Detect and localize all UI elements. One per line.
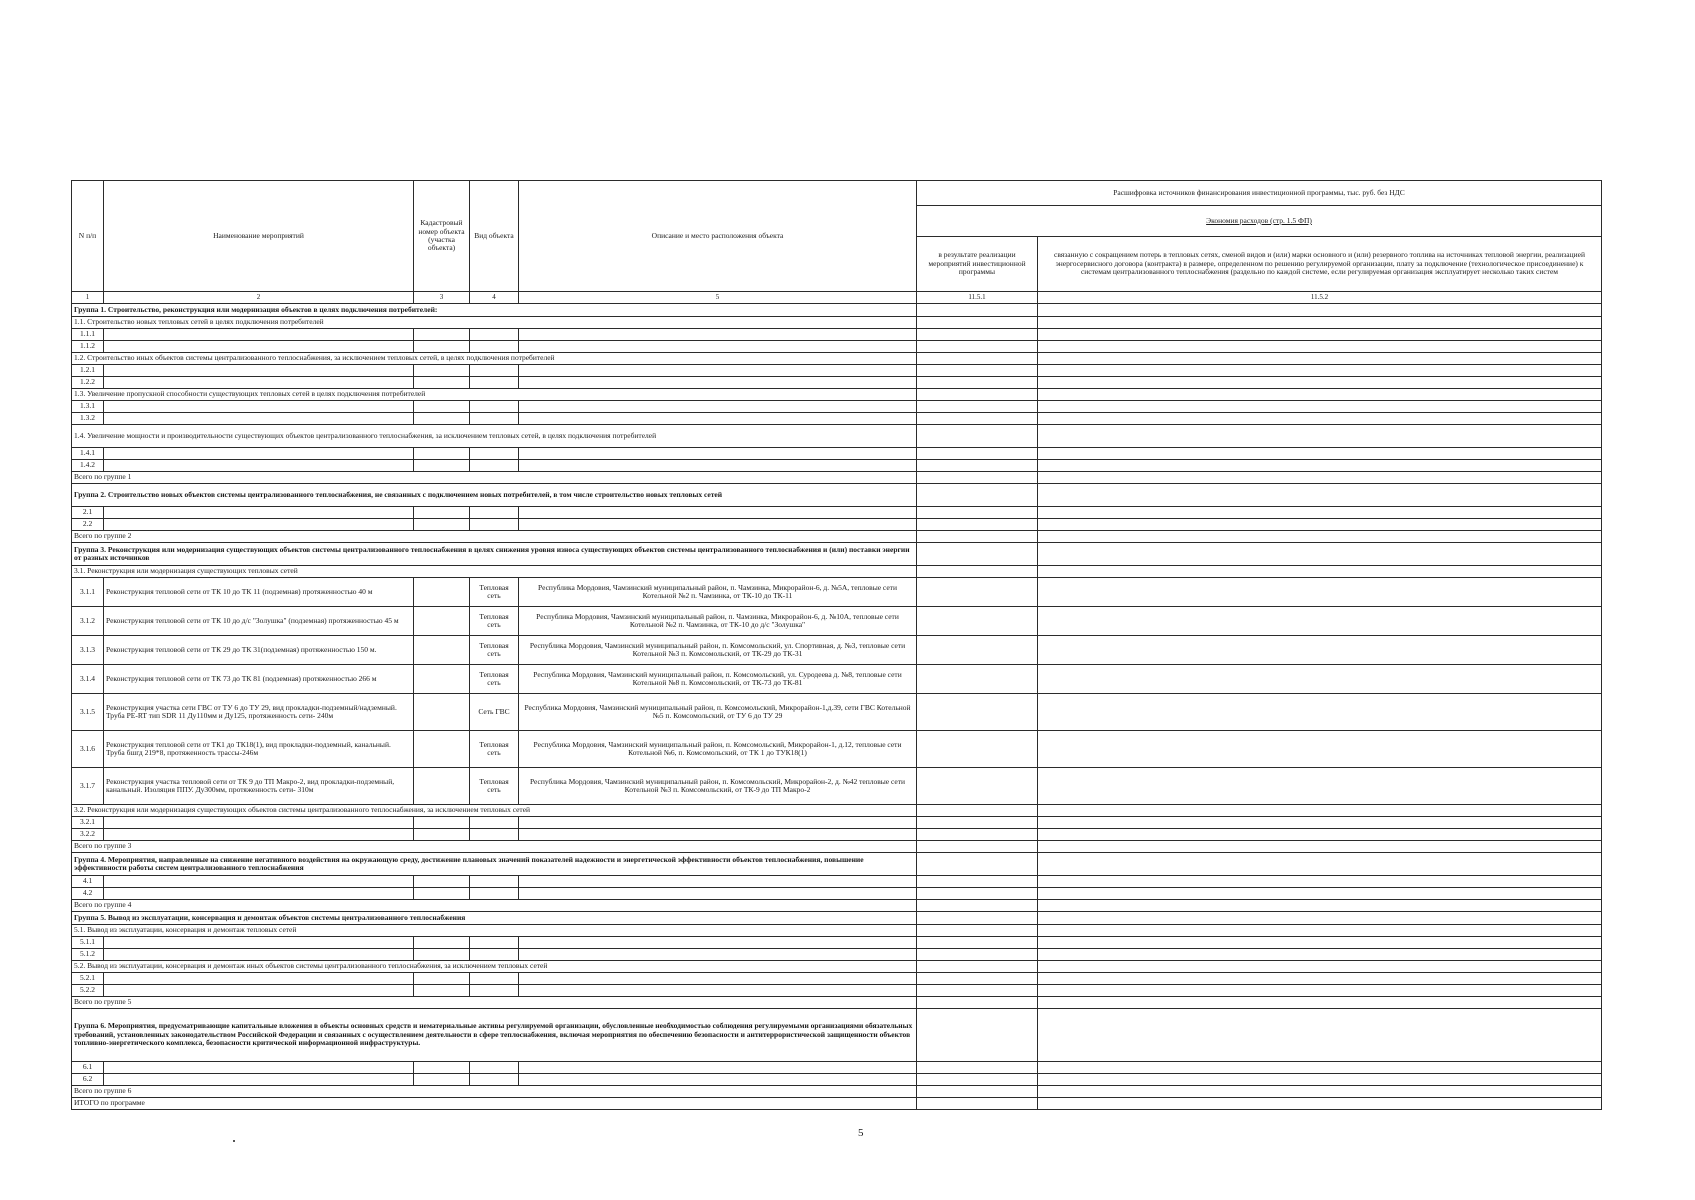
group-heading: Группа 6. Мероприятия, предусматривающие капитальные вложения в объекты основных средств и нематериальные активы регулируемой организации, обусловленные необходимостью соблюдения регулируемыми организациями обязательных требований, установленных законодательством Российской Федерации и связанных с осуществлением деятельности в сфере теплоснабжения, включая мероприятия по обеспечению безопасности и антитеррористической защищенности объектов топливно-энергетического комплекса, безопасности критической информационной инфраструктуры. (72, 1009, 917, 1062)
section-heading: 1.1. Строительство новых тепловых сетей в целях подключения потребителей (72, 317, 917, 329)
row-number: 5.1.2 (72, 949, 104, 961)
header-description: Описание и место расположения объекта (519, 181, 917, 292)
measure-name: Реконструкция участка тепловой сети от ТК 9 до ТП Макро-2, вид прокладки-подземный, канальный. Изоляция ППУ. Ду300мм, протяженность сети- 310м (104, 768, 414, 805)
row-number: 6.1 (72, 1062, 104, 1074)
row-number: 3.2.2 (72, 829, 104, 841)
cadastral-cell (414, 636, 470, 665)
row-number: 3.1.5 (72, 694, 104, 731)
header-financing: Расшифровка источников финансирования инвестиционной программы, тыс. руб. без НДС (917, 181, 1602, 206)
cadastral-cell (414, 768, 470, 805)
column-number: 5 (519, 292, 917, 304)
row-number: 3.1.7 (72, 768, 104, 805)
object-description: Республика Мордовия, Чамзинский муниципальный район, п. Комсомольский, Микрорайон-2, д. №42 тепловые сети Котельной №3 п. Комсомольский, от ТК-9 до ТП Макро-2 (519, 768, 917, 805)
row-number: 5.1.1 (72, 937, 104, 949)
row-number: 1.4.2 (72, 460, 104, 472)
header-savings: Экономия расходов (стр. 1.5 ФП) (917, 206, 1602, 237)
cadastral-cell (414, 731, 470, 768)
row-number: 5.2.2 (72, 985, 104, 997)
program-total-label: ИТОГО по программе (72, 1098, 917, 1110)
row-number: 3.1.2 (72, 607, 104, 636)
object-description: Республика Мордовия, Чамзинский муниципальный район, п. Чамзинка, Микрорайон-6, д. №5А, тепловые сети Котельной №2 п. Чамзинка, от ТК-10 до ТК-11 (519, 578, 917, 607)
section-heading: 1.2. Строительство иных объектов системы централизованного теплоснабжения, за исключением тепловых сетей, в целях подключения потребителей (72, 353, 917, 365)
cadastral-cell (414, 607, 470, 636)
row-number: 6.2 (72, 1074, 104, 1086)
object-kind: Тепловая сеть (470, 636, 519, 665)
row-number: 1.2.2 (72, 377, 104, 389)
measure-name: Реконструкция тепловой сети от ТК1 до ТК18(1), вид прокладки-подземный, канальный. Труба бшгд 219*8, протяженность трассы-246м (104, 731, 414, 768)
header-num: N п/п (72, 181, 104, 292)
group-heading: Группа 2. Строительство новых объектов системы централизованного теплоснабжения, не связанных с подключением новых потребителей, в том числе строительство новых тепловых сетей (72, 484, 917, 507)
measure-name: Реконструкция тепловой сети от ТК 10 до д/с "Золушка" (подземная) протяженностью 45 м (104, 607, 414, 636)
group-heading: Группа 3. Реконструкция или модернизация существующих объектов системы централизованного теплоснабжения в целях снижения уровня износа существующих объектов системы централизованного теплоснабжения и (или) поставки энергии от разных источников (72, 543, 917, 566)
group-total-label: Всего по группе 5 (72, 997, 917, 1009)
object-description: Республика Мордовия, Чамзинский муниципальный район, п. Комсомольский, ул. Суродеева д. №8, тепловые сети Котельной №8 п. Комсомольский, от ТК-73 до ТК-81 (519, 665, 917, 694)
measure-name: Реконструкция тепловой сети от ТК 10 до ТК 11 (подземная) протяженностью 40 м (104, 578, 414, 607)
column-number: 11.5.2 (1038, 292, 1602, 304)
row-number: 3.1.3 (72, 636, 104, 665)
group-total-label: Всего по группе 6 (72, 1086, 917, 1098)
object-kind: Тепловая сеть (470, 578, 519, 607)
investment-program-table (71, 180, 1602, 1110)
group-total-label: Всего по группе 1 (72, 472, 917, 484)
row-number: 1.1.2 (72, 341, 104, 353)
row-number: 1.3.2 (72, 413, 104, 425)
row-number: 4.1 (72, 876, 104, 888)
object-description: Республика Мордовия, Чамзинский муниципальный район, п. Комсомольский, ул. Спортивная, д. №3, тепловые сети Котельной №3 п. Комсомольский, от ТК-29 до ТК-31 (519, 636, 917, 665)
group-total-label: Всего по группе 3 (72, 841, 917, 853)
column-number: 2 (104, 292, 414, 304)
row-number: 2.1 (72, 507, 104, 519)
object-description: Республика Мордовия, Чамзинский муниципальный район, п. Комсомольский, Микрорайон-1, д.12, тепловые сети Котельной №6, п. Комсомольский, от ТК 1 до ТУК18(1) (519, 731, 917, 768)
object-description: Республика Мордовия, Чамзинский муниципальный район, п. Чамзинка, Микрорайон-6, д. №10А, тепловые сети Котельной №2 п. Чамзинка, от ТК-10 до д/с "Золушка" (519, 607, 917, 636)
object-kind: Тепловая сеть (470, 665, 519, 694)
row-number: 1.2.1 (72, 365, 104, 377)
section-heading: 5.2. Вывод из эксплуатации, консервация и демонтаж иных объектов системы централизованного теплоснабжения, за исключением тепловых сетей (72, 961, 917, 973)
scan-speck (233, 1140, 235, 1142)
row-number: 3.1.1 (72, 578, 104, 607)
header-col-a: в результате реализации мероприятий инвестиционной программы (917, 237, 1038, 292)
group-total-label: Всего по группе 2 (72, 531, 917, 543)
section-heading: 5.1. Вывод из эксплуатации, консервация и демонтаж тепловых сетей (72, 925, 917, 937)
object-kind: Тепловая сеть (470, 731, 519, 768)
row-number: 1.4.1 (72, 448, 104, 460)
row-number: 1.1.1 (72, 329, 104, 341)
measure-name: Реконструкция тепловой сети от ТК 29 до ТК 31(подземная) протяженностью 150 м. (104, 636, 414, 665)
measure-name: Реконструкция тепловой сети от ТК 73 до ТК 81 (подземная) протяженностью 266 м (104, 665, 414, 694)
cadastral-cell (414, 665, 470, 694)
row-number: 5.2.1 (72, 973, 104, 985)
section-heading: 3.2. Реконструкция или модернизация существующих объектов системы централизованного теплоснабжения, за исключением тепловых сетей (72, 805, 917, 817)
column-number: 11.5.1 (917, 292, 1038, 304)
column-number: 1 (72, 292, 104, 304)
group-heading: Группа 4. Мероприятия, направленные на снижение негативного воздействия на окружающую среду, достижение плановых значений показателей надежности и энергетической эффективности объектов теплоснабжения, повышение эффективности работы систем централизованного теплоснабжения (72, 853, 917, 876)
group-total-label: Всего по группе 4 (72, 900, 917, 912)
row-number: 4.2 (72, 888, 104, 900)
cadastral-cell (414, 578, 470, 607)
row-number: 2.2 (72, 519, 104, 531)
row-number: 3.1.6 (72, 731, 104, 768)
object-kind: Тепловая сеть (470, 607, 519, 636)
row-number: 3.1.4 (72, 665, 104, 694)
header-name: Наименование мероприятий (104, 181, 414, 292)
header-kind: Вид объекта (470, 181, 519, 292)
column-number: 4 (470, 292, 519, 304)
section-heading: 1.4. Увеличение мощности и производительности существующих объектов централизованного теплоснабжения, за исключением тепловых сетей, в целях подключения потребителей (72, 425, 917, 448)
group-heading: Группа 5. Вывод из эксплуатации, консервация и демонтаж объектов системы централизованного теплоснабжения (72, 912, 917, 925)
object-kind: Сеть ГВС (470, 694, 519, 731)
section-heading: 1.3. Увеличение пропускной способности существующих тепловых сетей в целях подключения потребителей (72, 389, 917, 401)
cadastral-cell (414, 694, 470, 731)
header-cadastral: Кадастровый номер объекта (участка объекта) (414, 181, 470, 292)
row-number: 3.2.1 (72, 817, 104, 829)
measure-name: Реконструкция участка сети ГВС от ТУ 6 до ТУ 29, вид прокладки-подземный/надземный. Труба PE-RT тип SDR 11 Ду110мм и Ду125, протяженность сети- 240м (104, 694, 414, 731)
row-number: 1.3.1 (72, 401, 104, 413)
section-heading: 3.1. Реконструкция или модернизация существующих тепловых сетей (72, 566, 917, 578)
header-col-b: связанную с сокращением потерь в тепловых сетях, сменой видов и (или) марки основного и (или) резервного топлива на источниках тепловой энергии, реализацией энергосервисного договора (контракта) в размере, определенном по решению регулируемой организации, плату за подключение (технологическое присоединение) к системам централизованного теплоснабжения (раздельно по каждой системе, если регулируемая организация эксплуатирует несколько таких систем (1038, 237, 1602, 292)
object-kind: Тепловая сеть (470, 768, 519, 805)
page-number: 5 (858, 1127, 864, 1139)
object-description: Республика Мордовия, Чамзинский муниципальный район, п. Комсомольский, Микрорайон-1,д.39, сети ГВС Котельной №5 п. Комсомольский, от ТУ 6 до ТУ 29 (519, 694, 917, 731)
group-heading: Группа 1. Строительство, реконструкция или модернизация объектов в целях подключения потребителей: (72, 304, 917, 317)
column-number: 3 (414, 292, 470, 304)
